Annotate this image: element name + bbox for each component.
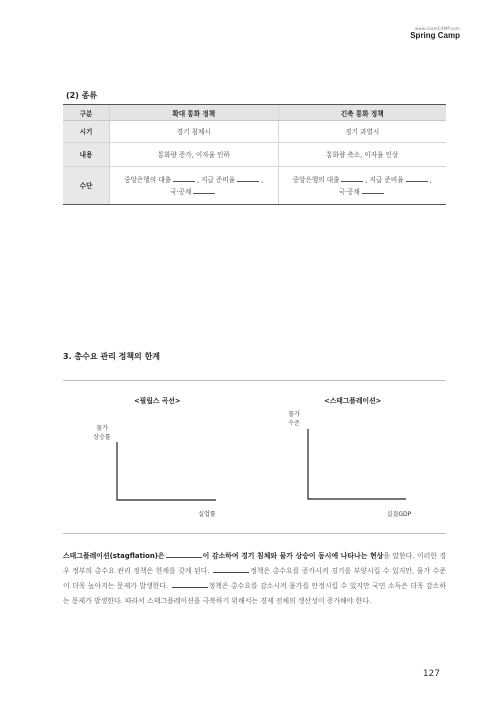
brand-website: www.ssamCAMP.com — [414, 26, 460, 31]
punctuation: , — [261, 175, 264, 184]
cell-expand-means — [110, 167, 279, 205]
blank-line — [166, 550, 202, 558]
table-header-category: 구분 — [63, 105, 110, 121]
paragraph-sentence: 정책은 총수요를 증가시켜 경기를 부양시킬 수 있지만, 물가 수준이 더욱 높아지는 문제가 발생한다. — [63, 567, 446, 590]
y-label-line: 수준 — [288, 420, 300, 427]
paragraph-bold-definition: 이 감소하여 경기 침체와 물가 상승이 동시에 나타나는 현상 — [202, 552, 384, 560]
blank-line — [173, 175, 195, 182]
expand-means-reserve: , 지급 준비율 — [196, 175, 236, 184]
blank-line — [406, 175, 428, 182]
table-row — [63, 143, 446, 167]
paragraph-bold-start: 스태그플레이션(stagflation)은 — [63, 552, 165, 560]
phillips-axis-lines — [117, 442, 216, 500]
blank-line — [213, 565, 249, 573]
stagflation-paragraph — [63, 549, 446, 609]
policy-table — [63, 104, 446, 205]
blank-line — [172, 580, 208, 588]
row-label-means: 수단 — [63, 167, 110, 205]
row-label-period: 시기 — [63, 121, 110, 143]
phillips-x-axis-label: 실업률 — [198, 511, 216, 518]
phillips-axes — [110, 440, 220, 506]
stagflation-axes — [300, 427, 410, 505]
table-header-row — [63, 105, 446, 121]
cell-expand-period: 경기 침체시 — [110, 121, 279, 143]
graph-box-top-rule — [63, 380, 446, 381]
stagflation-graph-title: <스태그플레이션> — [324, 397, 382, 405]
table-row — [63, 167, 446, 205]
brand-header — [410, 26, 460, 40]
blank-line — [362, 187, 384, 194]
y-label-line: 물가 — [96, 425, 108, 432]
blank-line — [341, 175, 363, 182]
stagflation-axis-lines — [308, 429, 406, 499]
y-label-line: 물가 — [288, 411, 300, 418]
contract-means-bonds: 국·공채 — [338, 187, 360, 196]
row-label-content: 내용 — [63, 143, 110, 167]
contract-means-reserve: , 지급 준비율 — [365, 175, 404, 184]
table-row — [63, 121, 446, 143]
expand-means-bonds: 국·공채 — [170, 187, 192, 196]
paragraph-sentence: 정책은 총수요를 감소시켜 물가를 안정시킬 수 있지만 국민 소득은 더욱 감소하는 문제가 발생한다. 따라서 스태그플레이션을 극복하기 위해서는 경제 전체의 생산성이 증가해야 한다. — [63, 582, 446, 605]
cell-contract-content: 통화량 축소, 이자율 인상 — [278, 143, 446, 167]
table-header-contract: 긴축 통화 정책 — [278, 105, 446, 121]
paragraph-sentence: 이러한 경우 정부의 총수요 관리 정책은 한계를 갖게 된다. — [63, 552, 446, 575]
section-kinds-label: (2) 종류 — [66, 91, 98, 100]
cell-expand-content: 통화량 증가, 이자율 인하 — [110, 143, 279, 167]
blank-line — [237, 175, 259, 182]
expand-means-loan: 중앙은행의 대출 — [124, 175, 171, 184]
paragraph-after-bold: 을 말한다. — [383, 552, 415, 560]
punctuation: , — [429, 175, 432, 184]
stagflation-y-axis-label — [280, 410, 308, 428]
brand-name: Spring Camp — [410, 31, 460, 40]
blank-line — [193, 187, 215, 194]
y-label-line: 상승률 — [93, 434, 111, 441]
table-header-expand: 확대 통화 정책 — [110, 105, 279, 121]
cell-contract-means — [278, 167, 446, 205]
contract-means-loan: 중앙은행의 대출 — [292, 175, 340, 184]
page-number: 127 — [422, 669, 440, 679]
phillips-graph-title: <필립스 곡선> — [134, 397, 181, 405]
section-limits-label: 3. 총수요 관리 정책의 한계 — [63, 352, 161, 361]
cell-contract-period: 경기 과열시 — [278, 121, 446, 143]
stagflation-x-axis-label: 실질GDP — [386, 511, 412, 518]
graph-box-bottom-rule — [63, 533, 446, 534]
